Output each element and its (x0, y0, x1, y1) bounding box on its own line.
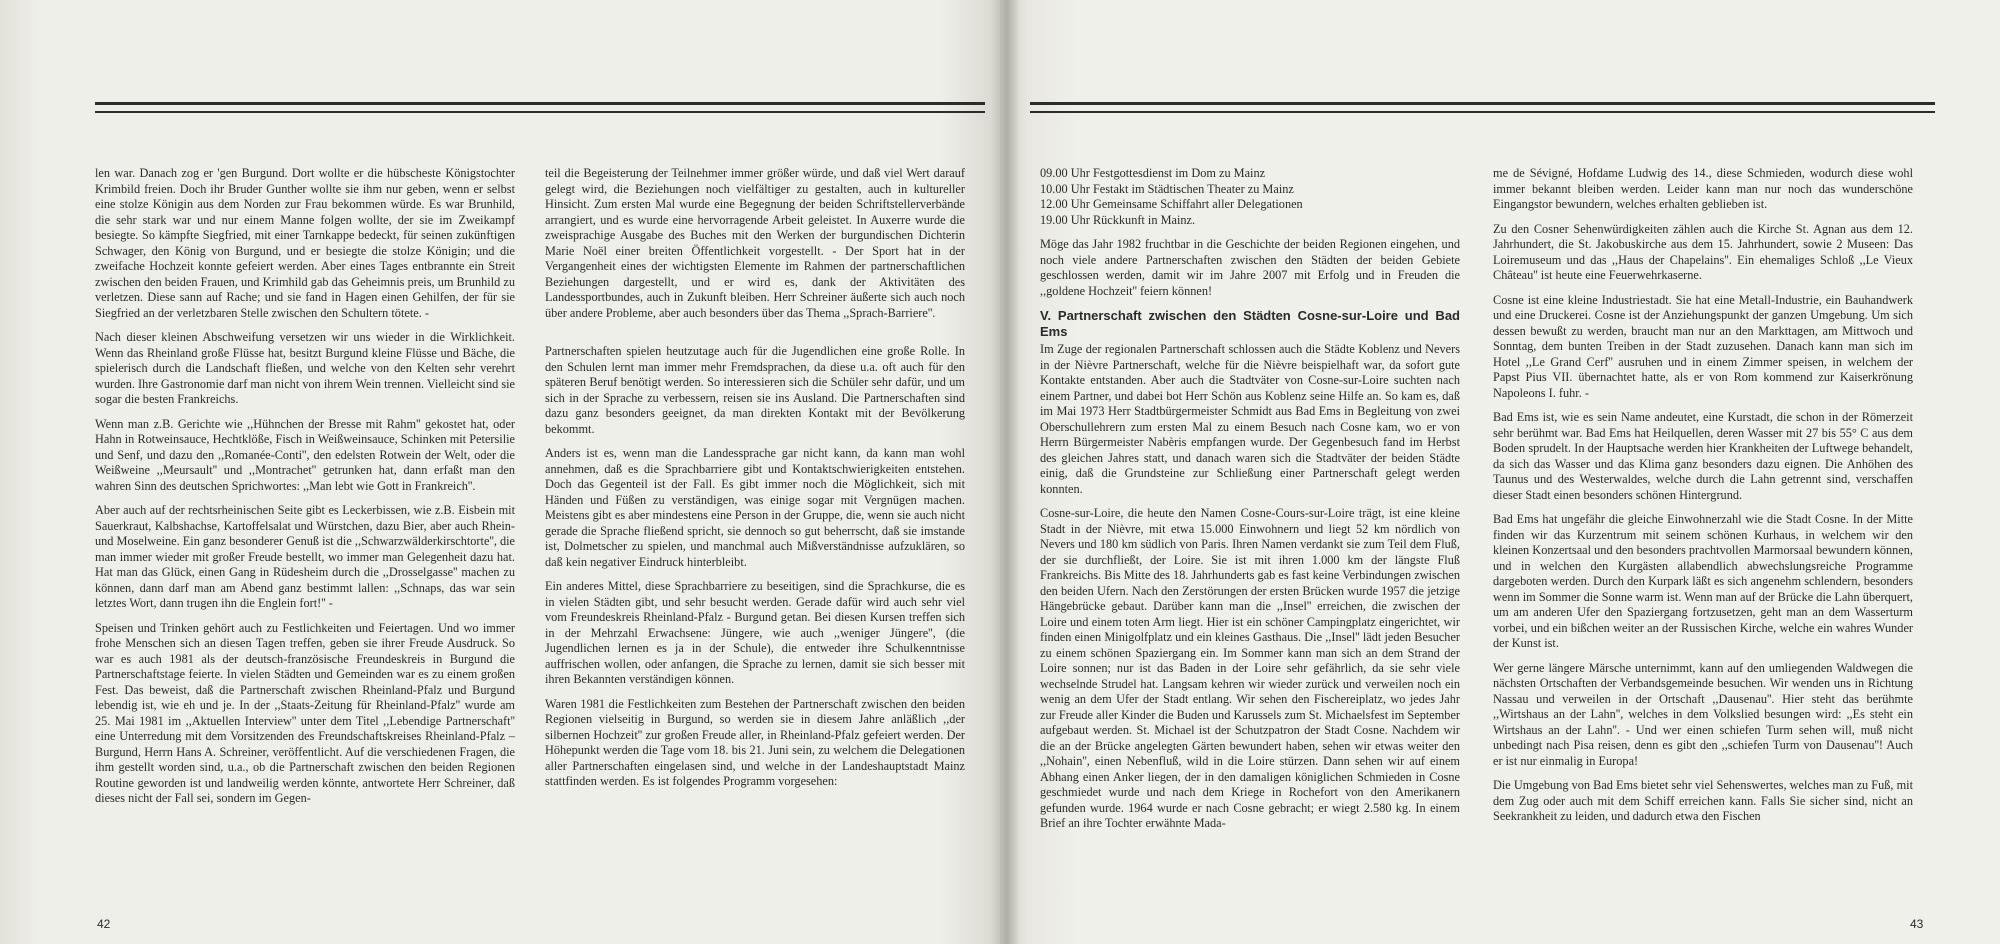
paragraph: Waren 1981 die Festlichkeiten zum Bestehen der Partnerschaft zwischen den beiden Regionen vielseitig in Burgund, so werden sie in diesem Jahre anläßlich ,,der silbernen Hochzeit'' zur großen Freude aller, in Rheinland-Pfalz gefeiert werden. Der Höhepunkt werden die Tage vom 18. bis 21. Juni sein, zu welchem die Delegationen aller Partnerschaften eingelasen sind, und welche in der Landeshauptstadt Mainz stattfinden werden. Es ist folgendes Programm vorgesehen: (545, 696, 965, 788)
header-rule-right (1030, 102, 1935, 113)
schedule-line: 19.00 Uhr Rückkunft in Mainz. (1040, 212, 1196, 227)
schedule-line: 09.00 Uhr Festgottesdienst im Dom zu Mainz (1040, 166, 1266, 180)
paragraph: Im Zuge der regionalen Partnerschaft schlossen auch die Städte Koblenz und Nevers in der Nièvre Partnerschaft, welche für die Nièvre beispielhaft war, da sofort gute Kontakte entstanden. Aber auch die Stadtväter von Cosne-sur-Loire suchten nach einem Partner, und dabei bot Herr Schön aus Koblenz seine Hilfe an. So kam es, daß im Mai 1973 Herr Stadtbürgermeister Schmidt aus Bad Ems in Begleitung von zwei Oberschullehrern zum ersten Mal zu einem Besuch nach Cosne kam, wo er von Herrn Bürgermeister Nabèris empfangen wurde. Der Gegenbesuch fand im Herbst des gleichen Jahres statt, und danach waren sich die Stadtväter der beiden Städte einig, daß die Grundsteine zur Schließung einer Partnerschaft gelegt werden konnten. (1040, 342, 1460, 496)
paragraph: Wer gerne längere Märsche unternimmt, kann auf den umliegenden Waldwegen die nächsten Ortschaften der Verbandsgemeinde besuchen. Wir wenden uns in Richtung Nassau und verweilen in der Ortschaft ,,Dausenau''. Hier steht das berühmte ,,Wirtshaus an der Lahn'', welches in dem Volkslied besungen wird: ,,Es steht ein Wirtshaus an der Lahn''. - Und wer einen schiefen Turm sehen will, muß nicht unbedingt nach Pisa reisen, denn es gibt den ,,schiefen Turm von Dausenau''! Auch er ist nur einmalig in Europa! (1493, 660, 1913, 768)
paragraph: Die Umgebung von Bad Ems bietet sehr viel Sehenswertes, welches man zu Fuß, mit dem Zug oder auch mit dem Schiff erreichen kann. Falls Sie sicher sind, nicht an Seekrankheit zu leiden, und dadurch etwa den Fischen (1493, 778, 1913, 823)
header-rule-left (95, 102, 985, 113)
paragraph: Cosne ist eine kleine Industriestadt. Sie hat eine Metall-Industrie, ein Bauhandwerk und eine Druckerei. Cosne ist der Anziehungspunkt der ganzen Umgebung. Um sich dessen bewußt zu werden, braucht man nur an den Markttagen, am Mittwoch und Sonntag, dem bunten Treiben in der Stadt zuzusehen. Danach kann man sich im Hotel ,,Le Grand Cerf'' ausruhen und in einem Zimmer speisen, in welchem der Papst Pius VII. übernachtet hatte, als er von Rom kommend zur Kaiserkrönung Napoleons I. fuhr. - (1493, 292, 1913, 400)
column-1 (95, 166, 515, 816)
paragraph: me de Sévigné, Hofdame Ludwig des 14., diese Schmieden, wodurch diese wohl immer bekannt bleiben werden. Leider kann man nur noch das wunderschöne Eingangstor bewundern, welches erhalten geblieben ist. (1493, 166, 1913, 211)
paragraph: teil die Begeisterung der Teilnehmer immer größer würde, und daß viel Wert darauf gelegt wird, die Beziehungen noch vielfältiger zu gestalten, auch in kultureller Hinsicht. Zum ersten Mal wurde eine Begegnung der beiden Schriftstellerverbände arrangiert, und es wurde eine hervorragende Arbeit geleistet. In Auxerre wurde die zweisprachige Ausgabe des Buches mit den Werken der burgundischen Dichterin Marie Noël einer breiten Öffentlichkeit vorgestellt. - Der Sport hat in der Vergangenheit eines der wichtigsten Elemente im Rahmen der partnerschaftlichen Beziehungen dargestellt, und er wird es, dank der Aktivitäten des Landessportbundes, auch in Zukunft bleiben. Herr Schreiner äußerte sich auch noch über andere Probleme, aber auch besonders über das Thema ,,Sprach-Barriere''. (545, 166, 965, 320)
paragraph: Wenn man z.B. Gerichte wie ,,Hühnchen der Bresse mit Rahm'' gekostet hat, oder Hahn in Rotweinsauce, Hechtklöße, Fisch in Weißweinsauce, Schinken mit Petersilie und Senf, und dazu den ,,Romanée-Conti'', den edelsten Rotwein der Welt, oder die Weißweine ,,Meursault'' und ,,Montrachet'' getrunken hat, dann erfaßt man den wahren Sinn des deutschen Sprichwortes: ,,Man lebt wie Gott in Frankreich''. (95, 416, 515, 493)
paragraph: Bad Ems hat ungefähr die gleiche Einwohnerzahl wie die Stadt Cosne. In der Mitte finden wir das Kurzentrum mit seinem schönen Kurhaus, in welchem wir den kleinen Konzertsaal und den besonders prachtvollen Marmorsaal bewundern können, und in welchen den Kurgästen allabendlich abwechslungsreiche Programme dargeboten werden. Durch den Kurpark läßt es sich angenehm schlendern, besonders wenn im Sommer die Sonne warm ist. Wenn man auf der Brücke die Lahn überquert, um am anderen Ufer den Spaziergang fortzusetzen, geht man an dem Wasserturm vorbei, und ein bißchen weiter an der Russischen Kirche, welche ein wahres Wunder der Kunst ist. (1493, 512, 1913, 650)
paragraph: Cosne-sur-Loire, die heute den Namen Cosne-Cours-sur-Loire trägt, ist eine kleine Stadt in der Nièvre, mit etwa 15.000 Einwohnern und liegt 52 km nördlich von Nevers und 180 km südlich von Paris. Ihren Namen verdankt sie zum Teil dem Fluß, der sie durchfließt, der Loire. Sie ist mit ihren 1.000 km der längste Fluß Frankreichs. Bis Mitte des 18. Jahrhunderts gab es fast keine Verbindungen zwischen den beiden Ufern. Nach den Zerstörungen der ersten Brücken wurde 1957 die jetzige Hängebrücke gebaut. Darüber kann man die ,,Insel'' erreichen, die zwischen der Loire und einem toten Arm liegt. Hier ist ein schöner Campingplatz eingerichtet, wir finden einen Minigolfplatz und ein kleines Gasthaus. Die ,,Insel'' lädt jeden Besucher zu einem schönen Spaziergang ein. Im Sommer kann man sich an dem Strand der Loire sonnen; nur ist das Baden in der Loire sehr gefährlich, da sie sehr viele wechselnde Strudel hat. Langsam kehren wir wieder zurück und verweilen noch ein wenig an dem Ufer der Stadt entlang. Wir sehen den Fischereiplatz, wo jedes Jahr zur Freude aller Kinder die Buden und Karussels zum St. Michaelsfest im September aufgebaut werden. St. Michael ist der Schutzpatron der Stadt Cosne. Nachdem wir die an der Brücke angelegten Gärten bewundert haben, sehen wir etwas weiter den ,,Nohain'', einen Nebenfluß, wild in die Loire stürzen. Dann sehen wir auf einem Abhang einen Anker liegen, der in den damaligen königlichen Schmieden in Cosne geschmiedet wurde und nach dem Kriege in Rochefort von den Amerikanern gefunden wurde. 1964 wurde er nach Cosne gebracht; er wiegt 2.580 kg. In einem Brief an ihre Tochter erwähnte Mada- (1040, 506, 1460, 830)
column-2 (545, 166, 965, 799)
paragraph: Speisen und Trinken gehört auch zu Festlichkeiten und Feiertagen. Und wo immer frohe Menschen sich an diesen Tagen treffen, geben sie ihrer Freude Ausdruck. So war es auch 1981 als der deutsch-französische Freundeskreis in Burgund die Partnerschaftstage feierte. In vielen Städten und Gemeinden war es zu einem großen Fest. Das beweist, daß die Partnerschaft zwischen Rheinland-Pfalz und Burgund lebendig ist, wie eh und je. In der ,,Staats-Zeitung für Rheinland-Pfalz'' wurde am 25. Mai 1981 im ,,Aktuellen Interview'' unter dem Titel ,,Lebendige Partnerschaft'' eine Unterredung mit dem Vorsitzenden des Freundschaftskreises Rheinland-Pfalz – Burgund, Herrn Hans A. Schreiner, veröffentlicht. Auf die verschiedenen Fragen, die ihm gestellt worden sind, u.a., ob die Partnerschaft zwischen den beiden Regionen Routine geworden ist und landweilig werden könnte, antwortete Herr Schreiner, daß dieses nicht der Fall sei, sondern im Gegen- (95, 620, 515, 805)
column-3 (1040, 166, 1460, 841)
page-number-left: 42 (97, 917, 111, 931)
paragraph: Aber auch auf der rechtsrheinischen Seite gibt es Leckerbissen, wie z.B. Eisbein mit Sauerkraut, Kalbshachse, Kartoffelsalat und Würstchen, dazu Bier, aber auch Rhein- und Moselweine. Ein ganz besonderer Genuß ist die ,,Schwarzwälderkirschtorte'', die man immer wieder mit großer Freude bestellt, wo immer man Gelegenheit dazu hat. Hat man das Glück, einen Gang in Rüdesheim durch die ,,Drosselgasse'' machen zu können, dann darf man am Abend ganz bestimmt lallen: ,,Schnaps, das war sein letztes Wort, dann trugen ihn die Englein fort!'' - (95, 503, 516, 610)
paragraph: Nach dieser kleinen Abschweifung versetzen wir uns wieder in die Wirklichkeit. Wenn das Rheinland große Flüsse hat, besitzt Burgund kleine Flüsse und Bäche, die spielerisch durch die Landschaft fließen, und welche von den Kelten sehr verehrt wurden. Ihre Gastronomie darf man nicht von ihrem Wein trennen. Vielleicht sind sie sogar die besten Frankreichs. (95, 330, 515, 406)
schedule-line: 12.00 Uhr Gemeinsame Schiffahrt aller Delegationen (1040, 197, 1303, 211)
paragraph: Möge das Jahr 1982 fruchtbar in die Geschichte der beiden Regionen eingehen, und noch viele andere Partnerschaften zwischen den Städten der beiden Gebiete geschlossen werden, damit wir im Jahre 2007 mit Erfolg und in Freuden die ,,goldene Hochzeit'' feiern können! (1040, 237, 1460, 298)
schedule-line: 10.00 Uhr Festakt im Städtischen Theater zu Mainz (1040, 181, 1294, 196)
page-number-right: 43 (1910, 917, 1924, 931)
column-4 (1493, 166, 1913, 834)
paragraph: Ein anderes Mittel, diese Sprachbarriere zu beseitigen, sind die Sprachkurse, die es in vielen Städten gibt, und sehr besucht werden. Gerade dafür wird auch sehr viel vom Freundeskreis Rheinland-Pfalz - Burgund getan. Bei diesen Kursen treffen sich in der Mehrzahl Erwachsene: Jüngere, wie auch ,,weniger Jüngere'', (die Jugendlichen lernen es ja in der Schule), die entweder ihre Schulkenntnisse auffrischen wollen, oder anfangen, die Sprache zu lernen, damit sie sich besser mit ihren Bekannten verständigen können. (545, 579, 965, 686)
paragraph: Partnerschaften spielen heutzutage auch für die Jugendlichen eine große Rolle. In den Schulen lernt man immer mehr Fremdsprachen, da diese u.a. oft auch für den späteren Beruf benötigt werden. So interessieren sich die Schüler sehr dafür, und um sich in der Sprache zu verbessern, reisen sie ins Ausland. Die Partnerschaften sind dazu ganz besonders geeignet, da man direkten Kontakt mit der Bevölkerung bekommt. (545, 344, 965, 436)
section-heading: V. Partnerschaft zwischen den Städten Cosne-sur-Loire und Bad Ems (1040, 308, 1460, 339)
paragraph: Zu den Cosner Sehenwürdigkeiten zählen auch die Kirche St. Agnan aus dem 12. Jahrhundert, die St. Jakobuskirche aus dem 15. Jahrhundert, sowie 2 Museen: Das Loiremuseum und das ,,Haus der Chapelains''. Ein ehemaliges Schloß ,,Le Vieux Château'' ist heute eine Feuerwehrkaserne. (1493, 221, 1913, 282)
paragraph: Bad Ems ist, wie es sein Name andeutet, eine Kurstadt, die schon in der Römerzeit sehr berühmt war. Bad Ems hat Heilquellen, deren Wasser mit 27 bis 55° C aus dem Boden sprudelt. In der Hauptsache werden hier Krankheiten der Luftwege behandelt, da sich das Wasser und das Klima ganz besonders dazu eignen. Die Anhöhen des Taunus und des Westerwaldes, welche durch die Lahn getrennt sind, verschaffen dieser Stadt einen besonders schönen Hintergrund. (1493, 410, 1913, 502)
paragraph: Anders ist es, wenn man die Landessprache gar nicht kann, da kann man wohl annehmen, daß es die Sprachbarriere gibt und Kontaktschwierigkeiten entstehen. Doch das Gegenteil ist der Fall. Es gibt immer noch die Möglichkeit, sich mit Händen und Füßen zu verständigen, was einige sogar mit Vergnügen machen. Meistens gibt es aber mindestens eine Person in der Gruppe, die, wenn sie auch nicht gerade die Sprache fließend spricht, sie dennoch so gut beherrscht, daß sie imstande ist, Dolmetscher zu spielen, und manchmal auch Mißverständnisse aufzuklären, so daß kein negativer Eindruck hinterbleibt. (545, 446, 965, 569)
paragraph: len war. Danach zog er 'gen Burgund. Dort wollte er die hübscheste Königstochter Krimbild freien. Doch ihr Bruder Gunther wollte sie ihm nur geben, wenn er selbst eine stolze Königin aus dem Norden zur Frau bekommen würde. Es war Brunhild, die sehr stark war und nur einem Manne folgen wollte, der sie im Zweikampf besiegte. So kämpfte Siegfried, mit einer Tarnkappe bedeckt, für seinen zukünftigen Schwager, den König von Burgund, und er besiegte die stolze Königin; und die zweifache Hochzeit konnte gefeiert werden. Aber eines Tages entbrannte ein Streit zwischen den beiden Frauen, und Krimhild gab das Geheimnis preis, um Brunhild zu verletzen. Diese sann auf Rache; und sie fand in Hagen einen Gehilfen, der für sie Siegfried an der verletzbaren Stelle zwischen den Schultern tötete. - (95, 166, 515, 320)
book-gutter (990, 0, 1020, 944)
